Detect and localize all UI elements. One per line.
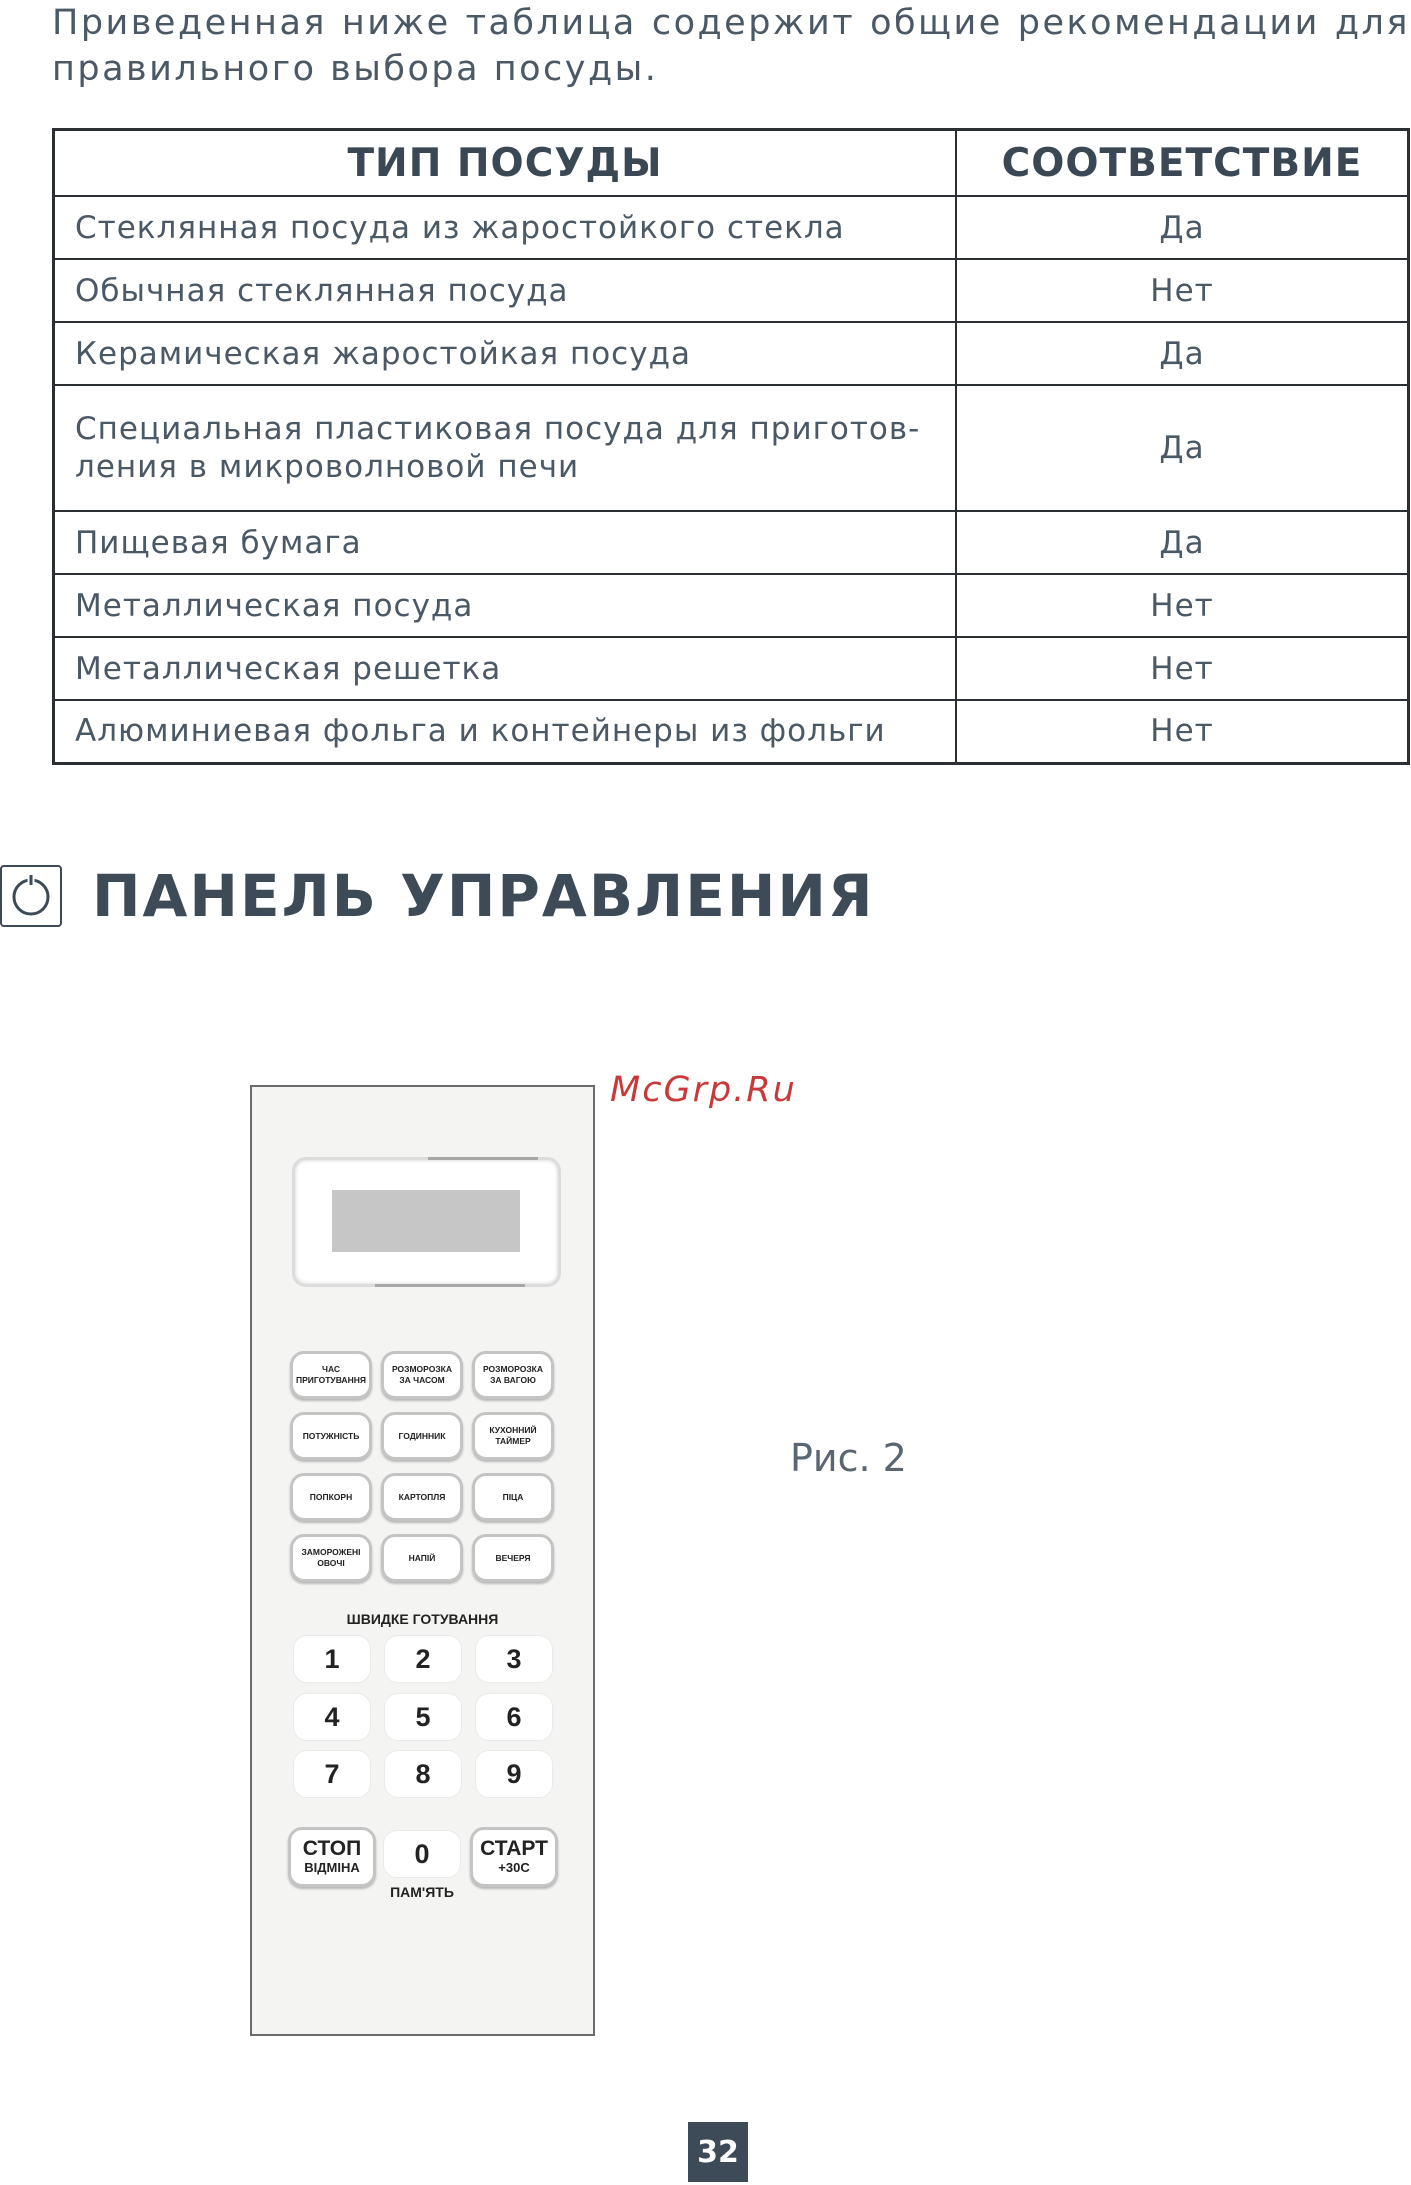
table-header-row	[54, 130, 1409, 197]
section-heading	[0, 862, 875, 930]
cell-type: Обычная стеклянная посуда	[54, 259, 957, 322]
power-icon	[0, 865, 62, 927]
potato-button[interactable]: КАРТОПЛЯ	[381, 1473, 463, 1521]
defrost-by-time-button[interactable]: РОЗМОРОЗКА ЗА ЧАСОМ	[381, 1351, 463, 1399]
intro-word: содержит	[651, 3, 856, 43]
lcd-display	[332, 1190, 520, 1252]
digit-2-button[interactable]: 2	[384, 1635, 462, 1683]
cell-type: Керамическая жаростойкая посуда	[54, 322, 957, 385]
cell-ok: Нет	[956, 259, 1409, 322]
memory-label: ПАМ'ЯТЬ	[390, 1884, 454, 1900]
table-row	[54, 700, 1409, 763]
pizza-button[interactable]: ПІЦА	[472, 1473, 554, 1521]
digit-1-button[interactable]: 1	[293, 1635, 371, 1683]
cell-type: Пищевая бумага	[54, 511, 957, 574]
page-number: 32	[688, 2122, 748, 2182]
power-button[interactable]: ПОТУЖНІСТЬ	[290, 1412, 372, 1460]
cell-type: Металлическая посуда	[54, 574, 957, 637]
cell-ok: Нет	[956, 574, 1409, 637]
intro-paragraph	[52, 0, 1410, 92]
digit-6-button[interactable]: 6	[475, 1693, 553, 1741]
start-label: СТАРТ	[480, 1837, 548, 1860]
table-row	[54, 511, 1409, 574]
digit-3-button[interactable]: 3	[475, 1635, 553, 1683]
digit-8-button[interactable]: 8	[384, 1750, 462, 1798]
cell-type: Алюминиевая фольга и контейнеры из фольги	[54, 700, 957, 763]
table-row	[54, 385, 1409, 511]
frozen-vegetables-button[interactable]: ЗАМОРОЖЕНІ ОВОЧІ	[290, 1534, 372, 1582]
plus-30s-label: +30С	[498, 1860, 530, 1875]
intro-word: таблица	[465, 3, 637, 43]
watermark: McGrp.Ru	[610, 1070, 797, 1110]
table-row	[54, 637, 1409, 700]
control-panel	[250, 1085, 595, 2036]
figure-caption: Рис. 2	[790, 1436, 907, 1480]
cell-ok: Да	[956, 385, 1409, 511]
defrost-by-weight-button[interactable]: РОЗМОРОЗКА ЗА ВАГОЮ	[472, 1351, 554, 1399]
stop-label: СТОП	[302, 1837, 362, 1860]
frame-accent	[375, 1284, 525, 1287]
table-row	[54, 259, 1409, 322]
cancel-label: ВІДМІНА	[304, 1860, 360, 1875]
frame-accent	[428, 1157, 538, 1160]
cell-ok: Да	[956, 196, 1409, 259]
digit-5-button[interactable]: 5	[384, 1693, 462, 1741]
header-compat: СООТВЕТСТВИЕ	[956, 130, 1409, 197]
kitchen-timer-button[interactable]: КУХОННИЙ ТАЙМЕР	[472, 1412, 554, 1460]
display-frame	[292, 1157, 561, 1287]
cell-ok: Да	[956, 322, 1409, 385]
cell-type: Стеклянная посуда из жаростойкого стекла	[54, 196, 957, 259]
cell-type-line: ления в микроволновой печи	[75, 449, 580, 485]
cell-type-line: Специальная пластиковая посуда для приготов-	[75, 411, 921, 447]
intro-word: ниже	[341, 3, 451, 43]
cell-ok: Да	[956, 511, 1409, 574]
dinner-button[interactable]: ВЕЧЕРЯ	[472, 1534, 554, 1582]
header-type: ТИП ПОСУДЫ	[54, 130, 957, 197]
clock-button[interactable]: ГОДИННИК	[381, 1412, 463, 1460]
digit-0-button[interactable]: 0	[383, 1830, 461, 1878]
start-button[interactable]	[470, 1827, 558, 1887]
table-row	[54, 196, 1409, 259]
stop-cancel-button[interactable]	[288, 1827, 376, 1887]
intro-word: Приведенная	[52, 3, 327, 43]
cell-ok: Нет	[956, 700, 1409, 763]
quick-cook-label: ШВИДКЕ ГОТУВАННЯ	[346, 1611, 499, 1627]
table-row	[54, 574, 1409, 637]
intro-word: рекомендации	[1017, 3, 1320, 43]
intro-word: для	[1334, 3, 1410, 43]
intro-line-1	[52, 0, 1410, 46]
section-title: ПАНЕЛЬ УПРАВЛЕНИЯ	[92, 862, 875, 930]
digit-7-button[interactable]: 7	[293, 1750, 371, 1798]
intro-line-2: правильного выбора посуды.	[52, 49, 659, 89]
digit-4-button[interactable]: 4	[293, 1693, 371, 1741]
cooking-time-button[interactable]: ЧАС ПРИГОТУВАННЯ	[290, 1351, 372, 1399]
beverage-button[interactable]: НАПІЙ	[381, 1534, 463, 1582]
popcorn-button[interactable]: ПОПКОРН	[290, 1473, 372, 1521]
cell-ok: Нет	[956, 637, 1409, 700]
table-row	[54, 322, 1409, 385]
cookware-table	[52, 128, 1410, 765]
cell-type	[54, 385, 957, 511]
cell-type: Металлическая решетка	[54, 637, 957, 700]
intro-word: общие	[870, 3, 1003, 43]
digit-9-button[interactable]: 9	[475, 1750, 553, 1798]
